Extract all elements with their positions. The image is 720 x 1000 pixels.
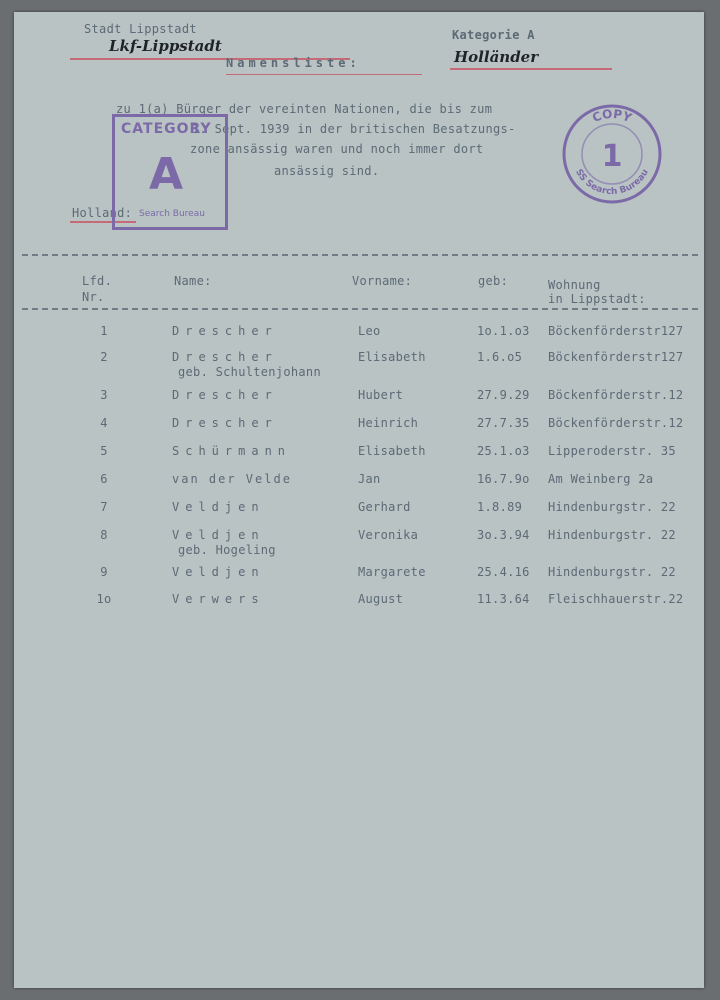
row-first-name: Elisabeth (358, 444, 426, 458)
page-title: Namensliste: (226, 56, 361, 70)
copy-stamp (560, 102, 664, 206)
header-date: geb: (478, 274, 509, 288)
header-num-2: Nr. (82, 290, 105, 304)
header-num-1: Lfd. (82, 274, 113, 288)
row-surname: Veldjen (172, 528, 265, 542)
header-addr-1: Wohnung (548, 278, 601, 292)
row-address: Am Weinberg 2a (548, 472, 654, 486)
row-first-name: Gerhard (358, 500, 411, 514)
row-birth-date: 3o.3.94 (477, 528, 530, 542)
header-name: Name: (174, 274, 212, 288)
row-birth-date: 25.4.16 (477, 565, 530, 579)
row-first-name: Veronika (358, 528, 419, 542)
row-surname: Schürmann (172, 444, 292, 458)
city-label: Stadt Lippstadt (84, 22, 197, 36)
row-number: 1 (100, 324, 108, 338)
row-first-name: Hubert (358, 388, 404, 402)
row-first-name: Heinrich (358, 416, 419, 430)
row-address: Böckenförderstr.12 (548, 416, 684, 430)
category-stamp-label: CATEGORY (121, 121, 212, 137)
row-address: Hindenburgstr. 22 (548, 500, 676, 514)
row-surname: Veldjen (172, 500, 265, 514)
row-address: Fleischhauerstr.22 (548, 592, 684, 606)
row-address: Böckenförderstr.12 (548, 388, 684, 402)
row-first-name: Leo (358, 324, 381, 338)
row-surname: Drescher (172, 324, 278, 338)
document-sheet (14, 12, 704, 988)
row-birth-date: 1.6.o5 (477, 350, 523, 364)
row-number: 7 (100, 500, 108, 514)
copy-stamp-bottom: SS Search Bureau (573, 167, 651, 198)
category-stamp-letter: A (149, 149, 184, 200)
row-number: 5 (100, 444, 108, 458)
row-birth-date: 16.7.9o (477, 472, 530, 486)
row-number: 8 (100, 528, 108, 542)
header-addr-2: in Lippstadt: (548, 292, 646, 306)
row-number: 4 (100, 416, 108, 430)
row-address: Hindenburgstr. 22 (548, 565, 676, 579)
row-surname: van der Velde (172, 472, 292, 486)
row-surname: Drescher (172, 350, 278, 364)
intro-line-2: 1. Sept. 1939 in der britischen Besatzungs- (192, 122, 516, 136)
row-address: Böckenförderstr127 (548, 324, 684, 338)
row-birth-date: 1o.1.o3 (477, 324, 530, 338)
copy-stamp-number: 1 (601, 139, 623, 174)
row-birth-date: 27.7.35 (477, 416, 530, 430)
row-birth-date: 27.9.29 (477, 388, 530, 402)
row-number: 9 (100, 565, 108, 579)
title-underline (226, 74, 422, 75)
city-handwritten: Lkf-Lippstadt (109, 37, 222, 55)
row-address: Hindenburgstr. 22 (548, 528, 676, 542)
row-surname: Veldjen (172, 565, 265, 579)
row-address: Böckenförderstr127 (548, 350, 684, 364)
country-label: Holland: (72, 206, 133, 220)
row-surname: Drescher (172, 416, 278, 430)
row-number: 1o (96, 592, 112, 606)
category-stamp (112, 114, 228, 230)
row-birth-date: 25.1.o3 (477, 444, 530, 458)
header-first: Vorname: (352, 274, 413, 288)
separator-header (22, 308, 698, 310)
category-handwritten: Holländer (454, 48, 539, 66)
intro-line-4: ansässig sind. (274, 164, 380, 178)
row-first-name: Margarete (358, 565, 426, 579)
row-maiden-name: geb. Schultenjohann (178, 365, 321, 379)
category-underline (450, 68, 612, 70)
row-number: 3 (100, 388, 108, 402)
intro-line-3: zone ansässig waren und noch immer dort (190, 142, 484, 156)
row-birth-date: 1.8.89 (477, 500, 523, 514)
row-surname: Verwers (172, 592, 265, 606)
row-first-name: Elisabeth (358, 350, 426, 364)
row-maiden-name: geb. Hogeling (178, 543, 276, 557)
row-birth-date: 11.3.64 (477, 592, 530, 606)
intro-line-1: zu 1(a) Bürger der vereinten Nationen, die bis zum (116, 102, 493, 116)
category-stamp-footer: Search Bureau (139, 209, 205, 219)
row-address: Lipperoderstr. 35 (548, 444, 676, 458)
copy-stamp-top: COPY (590, 106, 634, 126)
row-first-name: Jan (358, 472, 381, 486)
row-number: 2 (100, 350, 108, 364)
row-number: 6 (100, 472, 108, 486)
row-surname: Drescher (172, 388, 278, 402)
row-first-name: August (358, 592, 404, 606)
separator-top (22, 254, 698, 256)
category-label: Kategorie A (452, 28, 535, 42)
